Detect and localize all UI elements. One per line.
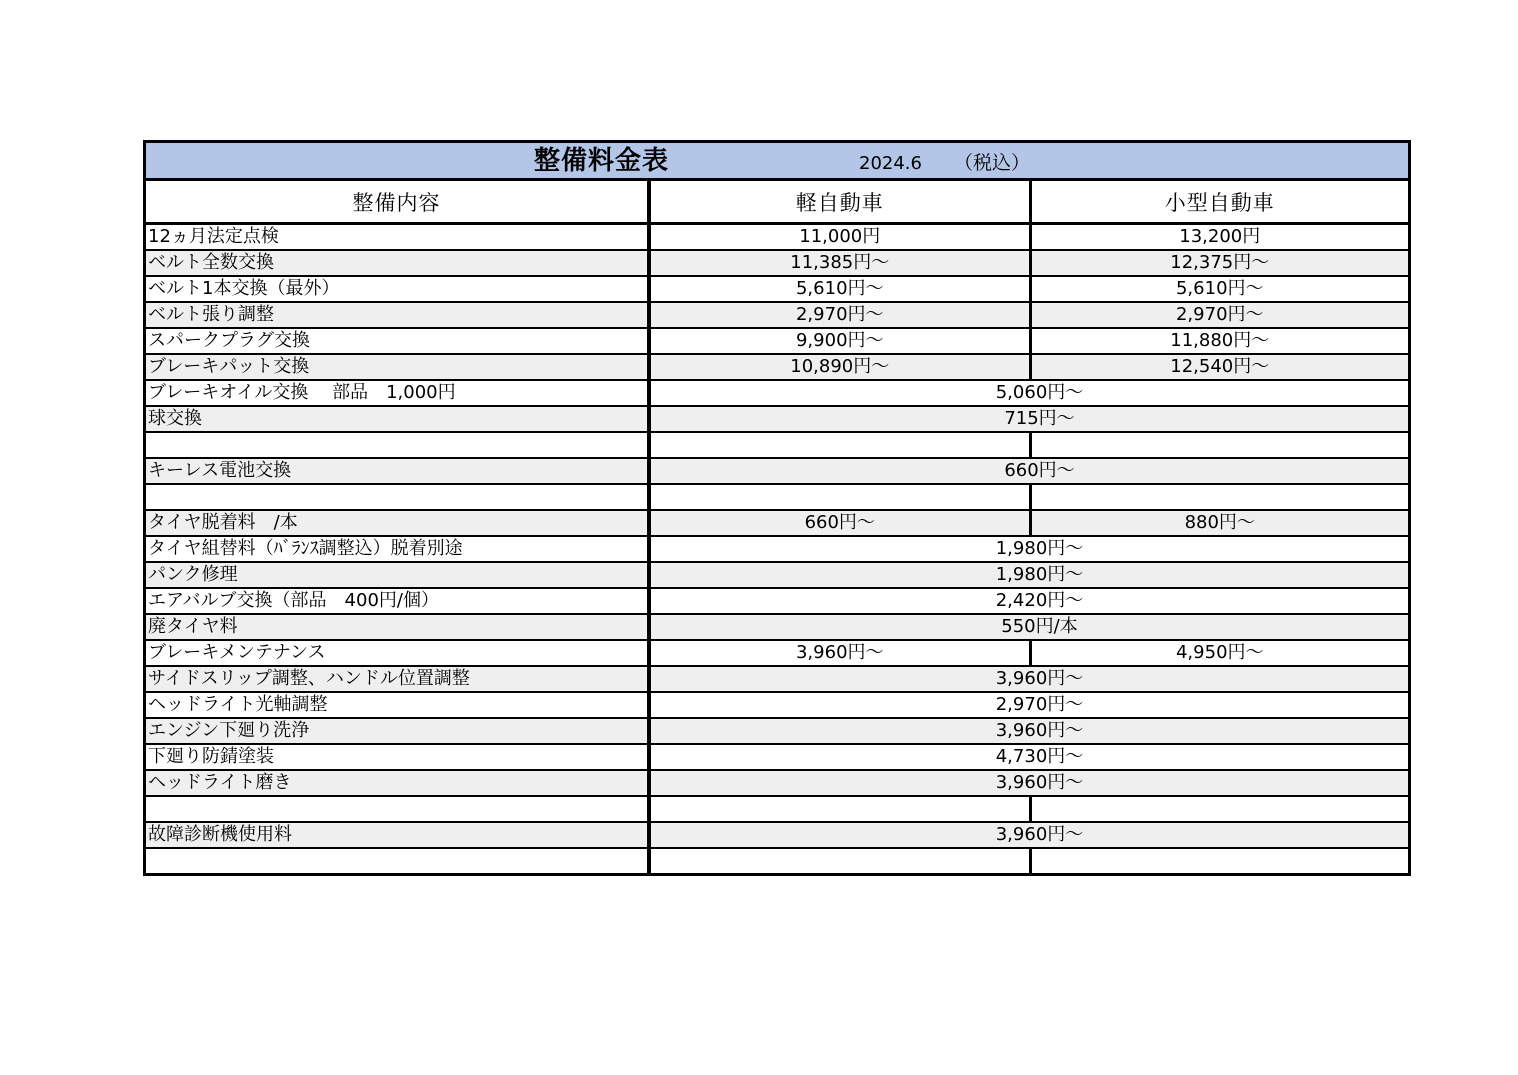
shared-price-value: 550円/本 — [1001, 616, 1078, 637]
shared-price-value: 660円～ — [1004, 460, 1075, 481]
shared-price-cell — [649, 562, 1408, 588]
kogata-price-cell: 11,880円～ — [1030, 328, 1408, 354]
column-header-item: 整備内容 — [146, 181, 649, 224]
title-bar — [146, 143, 1408, 181]
shared-price-cell — [649, 380, 1408, 406]
table-body — [146, 224, 1408, 874]
shared-price-value: 3,960円～ — [995, 772, 1084, 793]
table-row — [146, 484, 1408, 510]
shared-price-cell — [649, 406, 1408, 432]
page-title: 整備料金表 — [534, 146, 670, 176]
shared-price-cell — [649, 770, 1408, 796]
service-name-cell: スパークプラグ交換 — [146, 328, 649, 354]
service-name-cell: 球交換 — [146, 406, 649, 432]
shared-price-cell — [649, 744, 1408, 770]
service-name-cell — [146, 432, 649, 458]
service-name-cell: ブレーキメンテナンス — [146, 640, 649, 666]
shared-price-cell — [649, 718, 1408, 744]
table-row — [146, 848, 1408, 873]
kogata-price-cell: 12,375円～ — [1030, 250, 1408, 276]
kei-price-cell: 11,000円 — [649, 224, 1030, 251]
service-name-cell: エアバルブ交換（部品 400円/個） — [146, 588, 649, 614]
table-row — [146, 536, 1408, 562]
service-name-cell: キーレス電池交換 — [146, 458, 649, 484]
table-row — [146, 588, 1408, 614]
kogata-price-cell: 5,610円～ — [1030, 276, 1408, 302]
shared-price-cell — [649, 666, 1408, 692]
service-name-cell: ベルト1本交換（最外） — [146, 276, 649, 302]
table-row — [146, 770, 1408, 796]
kei-price-cell: 10,890円～ — [649, 354, 1030, 380]
kei-price-cell — [649, 848, 1030, 873]
kei-price-cell: 2,970円～ — [649, 302, 1030, 328]
shared-price-value: 4,730円～ — [995, 746, 1084, 767]
kei-price-cell: 5,610円～ — [649, 276, 1030, 302]
column-header-kei: 軽自動車 — [649, 181, 1030, 224]
kei-price-cell: 660円～ — [649, 510, 1030, 536]
kogata-price-cell: 13,200円 — [1030, 224, 1408, 251]
table-row — [146, 796, 1408, 822]
shared-price-value: 3,960円～ — [995, 668, 1084, 689]
shared-price-cell — [649, 822, 1408, 848]
table-row — [146, 302, 1408, 328]
service-name-cell: ブレーキパット交換 — [146, 354, 649, 380]
kogata-price-cell: 4,950円～ — [1030, 640, 1408, 666]
table-header-row — [146, 181, 1408, 224]
tax-note: （税込） — [954, 152, 1031, 174]
service-name-cell: サイドスリップ調整、ハンドル位置調整 — [146, 666, 649, 692]
table-row — [146, 744, 1408, 770]
table-row — [146, 562, 1408, 588]
kogata-price-cell — [1030, 484, 1408, 510]
shared-price-value: 1,980円～ — [995, 564, 1084, 585]
table-row — [146, 328, 1408, 354]
price-table — [146, 181, 1408, 873]
table-row — [146, 276, 1408, 302]
table-row — [146, 614, 1408, 640]
shared-price-value: 715円～ — [1004, 408, 1075, 429]
kei-price-cell: 9,900円～ — [649, 328, 1030, 354]
table-row — [146, 354, 1408, 380]
price-table-sheet — [143, 140, 1411, 876]
table-row — [146, 822, 1408, 848]
service-name-cell: 廃タイヤ料 — [146, 614, 649, 640]
service-name-cell: ベルト張り調整 — [146, 302, 649, 328]
shared-price-cell — [649, 588, 1408, 614]
kogata-price-cell — [1030, 848, 1408, 873]
shared-price-cell — [649, 692, 1408, 718]
kogata-price-cell: 2,970円～ — [1030, 302, 1408, 328]
table-row — [146, 692, 1408, 718]
service-name-cell: ヘッドライト光軸調整 — [146, 692, 649, 718]
kei-price-cell — [649, 796, 1030, 822]
shared-price-cell — [649, 536, 1408, 562]
kogata-price-cell: 12,540円～ — [1030, 354, 1408, 380]
service-name-cell: タイヤ脱着料 /本 — [146, 510, 649, 536]
table-row — [146, 640, 1408, 666]
kogata-price-cell — [1030, 796, 1408, 822]
table-row — [146, 718, 1408, 744]
table-row — [146, 458, 1408, 484]
service-name-cell: ヘッドライト磨き — [146, 770, 649, 796]
shared-price-value: 3,960円～ — [995, 720, 1084, 741]
table-row — [146, 510, 1408, 536]
shared-price-value: 5,060円～ — [995, 382, 1084, 403]
column-header-kogata: 小型自動車 — [1030, 181, 1408, 224]
service-name-cell — [146, 796, 649, 822]
shared-price-value: 3,960円～ — [995, 824, 1084, 845]
table-row — [146, 380, 1408, 406]
shared-price-value: 1,980円～ — [995, 538, 1084, 559]
table-row — [146, 666, 1408, 692]
shared-price-value: 2,970円～ — [995, 694, 1084, 715]
service-name-cell — [146, 484, 649, 510]
table-row — [146, 224, 1408, 251]
kei-price-cell: 3,960円～ — [649, 640, 1030, 666]
table-row — [146, 406, 1408, 432]
service-name-cell: 故障診断機使用料 — [146, 822, 649, 848]
service-name-cell — [146, 848, 649, 873]
revision-date: 2024.6 — [859, 153, 922, 174]
shared-price-cell — [649, 458, 1408, 484]
kei-price-cell — [649, 432, 1030, 458]
service-name-cell: ベルト全数交換 — [146, 250, 649, 276]
service-name-cell: 下廻り防錆塗装 — [146, 744, 649, 770]
kei-price-cell: 11,385円～ — [649, 250, 1030, 276]
table-row — [146, 432, 1408, 458]
service-name-cell: エンジン下廻り洗浄 — [146, 718, 649, 744]
service-name-cell: ブレーキオイル交換 部品 1,000円 — [146, 380, 649, 406]
kogata-price-cell — [1030, 432, 1408, 458]
table-row — [146, 250, 1408, 276]
service-name-cell: パンク修理 — [146, 562, 649, 588]
service-name-cell: タイヤ組替料（ﾊﾞﾗﾝｽ調整込）脱着別途 — [146, 536, 649, 562]
service-name-cell: 12ヵ月法定点検 — [146, 224, 649, 251]
kogata-price-cell: 880円～ — [1030, 510, 1408, 536]
shared-price-cell — [649, 614, 1408, 640]
kei-price-cell — [649, 484, 1030, 510]
shared-price-value: 2,420円～ — [995, 590, 1084, 611]
